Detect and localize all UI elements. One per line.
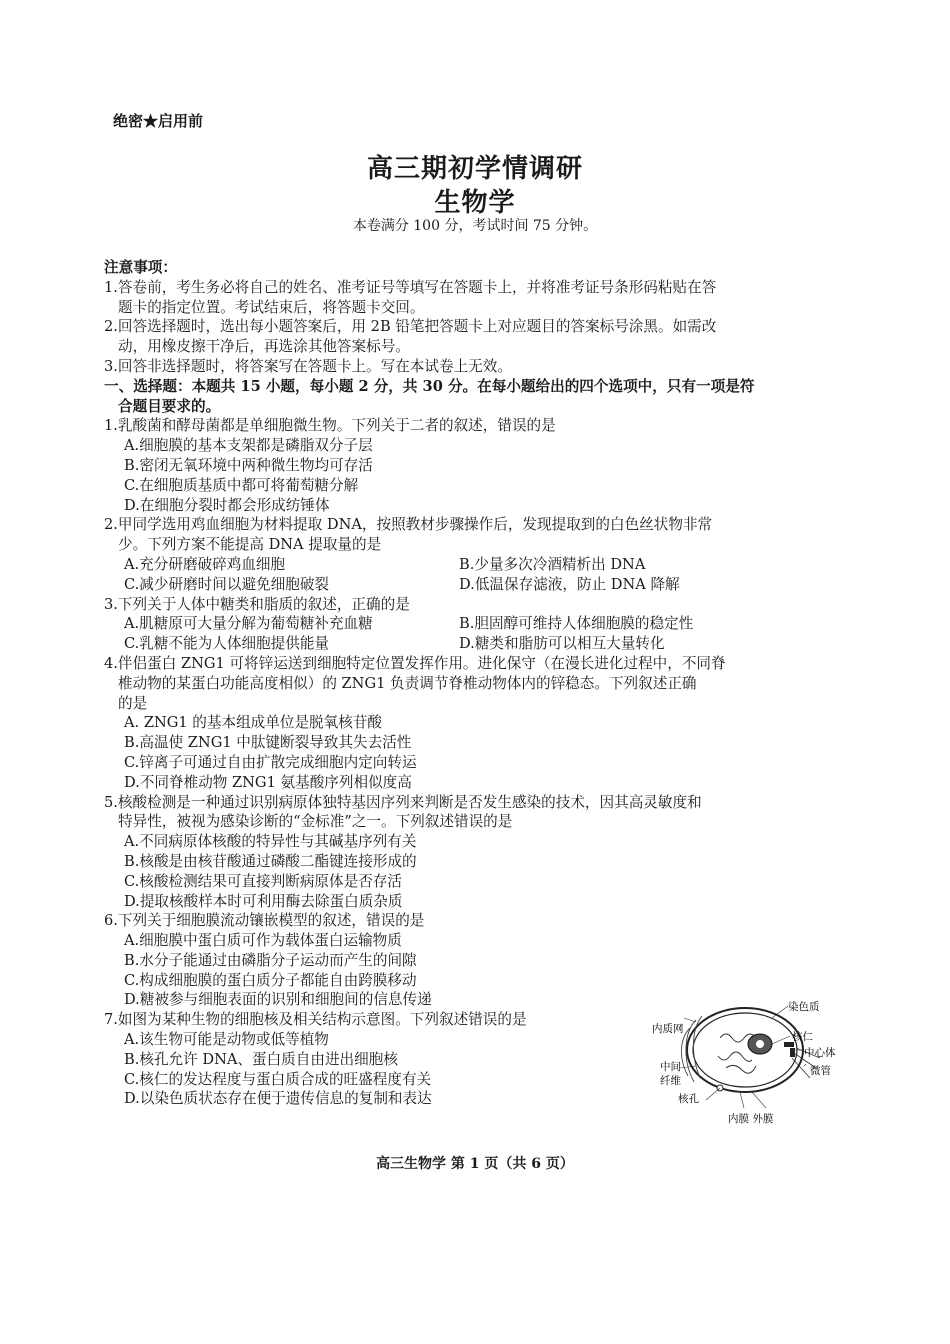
question-2-option-d: D.低温保存滤液，防止 DNA 降解	[459, 575, 680, 593]
label-microtubule: 微管	[810, 1065, 831, 1077]
nucleolus-core	[756, 1040, 764, 1048]
exam-title: 高三期初学情调研	[366, 154, 583, 184]
question-5-option-c: C.核酸检测结果可直接判断病原体是否存活	[124, 872, 402, 890]
notice-item-1: 1.答卷前，考生务必将自己的姓名、准考证号等填写在答题卡上，并将准考证号条形码粘贴在答	[104, 278, 717, 296]
notice-item-1-cont: 题卡的指定位置。考试结束后，将答题卡交回。	[118, 298, 425, 316]
page-footer: 高三生物学 第 1 页（共 6 页）	[376, 1156, 574, 1172]
question-3-option-b: B.胆固醇可维持人体细胞膜的稳定性	[459, 615, 694, 633]
question-2-stem-cont: 少。下列方案不能提高 DNA 提取量的是	[118, 536, 382, 554]
label-centriole: 中心体	[804, 1047, 836, 1059]
question-7-option-d: D.以染色质状态存在便于遗传信息的复制和表达	[124, 1090, 432, 1108]
question-3-option-a: A.肌糖原可大量分解为葡萄糖补充血糖	[124, 615, 373, 633]
question-6-option-a: A.细胞膜中蛋白质可作为载体蛋白运输物质	[124, 932, 402, 950]
question-6-stem: 6.下列关于细胞膜流动镶嵌模型的叙述，错误的是	[104, 912, 425, 930]
question-2-stem: 2.甲同学选用鸡血细胞为材料提取 DNA，按照教材步骤操作后，发现提取到的白色丝状物非常	[104, 516, 713, 534]
question-7-stem: 7.如图为某种生物的细胞核及相关结构示意图。下列叙述错误的是	[104, 1011, 527, 1029]
notice-item-3: 3.回答非选择题时，将答案写在答题卡上。写在本试卷上无效。	[104, 357, 512, 375]
question-1-stem: 1.乳酸菌和酵母菌都是单细胞微生物。下列关于二者的叙述，错误的是	[104, 417, 556, 435]
label-nuclear-pore: 核孔	[678, 1093, 699, 1105]
question-3-options-row-1	[104, 614, 849, 634]
section-heading: 一、选择题：本题共 15 小题，每小题 2 分，共 30 分。在每小题给出的四个选项中，只有一项是符	[104, 377, 755, 395]
label-chromatin: 染色质	[788, 1001, 820, 1013]
question-5-option-a: A.不同病原体核酸的特异性与其碱基序列有关	[124, 833, 417, 851]
question-6-option-b: B.水分子能通过由磷脂分子运动而产生的间隙	[124, 951, 417, 969]
question-7-option-b: B.核孔允许 DNA、蛋白质自由进出细胞核	[124, 1050, 398, 1068]
question-4-option-c: C.锌离子可通过自由扩散完成细胞内定向转运	[124, 753, 417, 771]
outer-membrane	[687, 1008, 803, 1092]
label-er: 内质网	[652, 1023, 684, 1035]
section-heading-cont: 合题目要求的。	[118, 397, 221, 415]
question-4-option-d: D.不同脊椎动物 ZNG1 氨基酸序列相似度高	[124, 773, 412, 791]
question-2-option-b: B.少量多次冷酒精析出 DNA	[459, 555, 646, 573]
notice-item-2-cont: 动，用橡皮擦干净后，再选涂其他答案标号。	[118, 338, 410, 356]
question-1-option-d: D.在细胞分裂时都会形成纺锤体	[124, 496, 330, 514]
exam-content	[104, 258, 849, 1109]
exam-info: 本卷满分 100 分，考试时间 75 分钟。	[352, 218, 598, 234]
question-6-option-c: C.构成细胞膜的蛋白质分子都能自由跨膜移动	[124, 971, 417, 989]
question-3-option-c: C.乳糖不能为人体细胞提供能量	[124, 635, 330, 653]
nucleus-diagram	[640, 998, 850, 1128]
er-lines	[681, 1016, 702, 1082]
question-5-stem-cont: 特异性，被视为感染诊断的“金标准”之一。下列叙述错误的是	[118, 813, 513, 831]
question-4-option-b: B.高温使 ZNG1 中肽键断裂导致其失去活性	[124, 734, 412, 752]
question-2-options-row-2	[104, 575, 849, 595]
question-1-option-c: C.在细胞质基质中都可将葡萄糖分解	[124, 476, 359, 494]
question-4-stem-cont-1: 椎动物的某蛋白功能高度相似）的 ZNG1 负责调节脊椎动物体内的锌稳态。下列叙述正确	[118, 674, 697, 692]
confidential-mark: 绝密★启用前	[113, 112, 204, 130]
question-3-stem: 3.下列关于人体中糖类和脂质的叙述，正确的是	[104, 595, 410, 613]
question-2-option-a: A.充分研磨破碎鸡血细胞	[124, 555, 286, 573]
question-1-option-b: B.密闭无氧环境中两种微生物均可存活	[124, 456, 373, 474]
label-intermediate-filament-2: 纤维	[660, 1075, 681, 1087]
question-5-stem: 5.核酸检测是一种通过识别病原体独特基因序列来判断是否发生感染的技术，因其高灵敏度和	[104, 793, 702, 811]
centriole-shape-2	[790, 1048, 795, 1057]
question-4-stem: 4.伴侣蛋白 ZNG1 可将锌运送到细胞特定位置发挥作用。进化保守（在漫长进化过程中，不同脊	[104, 654, 726, 672]
question-2-option-c: C.减少研磨时间以避免细胞破裂	[124, 575, 330, 593]
question-2-options-row-1	[104, 555, 849, 575]
question-5-option-d: D.提取核酸样本时可利用酶去除蛋白质杂质	[124, 892, 403, 910]
question-6-option-d: D.糖被参与细胞表面的识别和细胞间的信息传递	[124, 991, 432, 1009]
question-7-option-c: C.核仁的发达程度与蛋白质合成的旺盛程度有关	[124, 1070, 432, 1088]
notice-item-2: 2.回答选择题时，选出每小题答案后，用 2B 铅笔把答题卡上对应题目的答案标号涂黑。如需改	[104, 318, 717, 336]
question-3-options-row-2	[104, 634, 849, 654]
label-nucleolus: 核仁	[792, 1031, 813, 1043]
question-1-option-a: A.细胞膜的基本支架都是磷脂双分子层	[124, 437, 373, 455]
question-3-option-d: D.糖类和脂肪可以相互大量转化	[459, 635, 665, 653]
label-intermediate-filament-1: 中间	[660, 1061, 681, 1073]
question-5-option-b: B.核酸是由核苷酸通过磷酸二酯键连接形成的	[124, 852, 417, 870]
notice-title: 注意事项：	[104, 259, 177, 276]
question-7-option-a: A.该生物可能是动物或低等植物	[124, 1031, 329, 1049]
inner-membrane	[693, 1013, 797, 1087]
exam-subject: 生物学	[434, 188, 516, 218]
label-membranes: 内膜 外膜	[728, 1113, 774, 1125]
question-4-stem-cont-2: 的是	[118, 694, 148, 712]
question-4-option-a: A. ZNG1 的基本组成单位是脱氧核苷酸	[124, 714, 383, 732]
